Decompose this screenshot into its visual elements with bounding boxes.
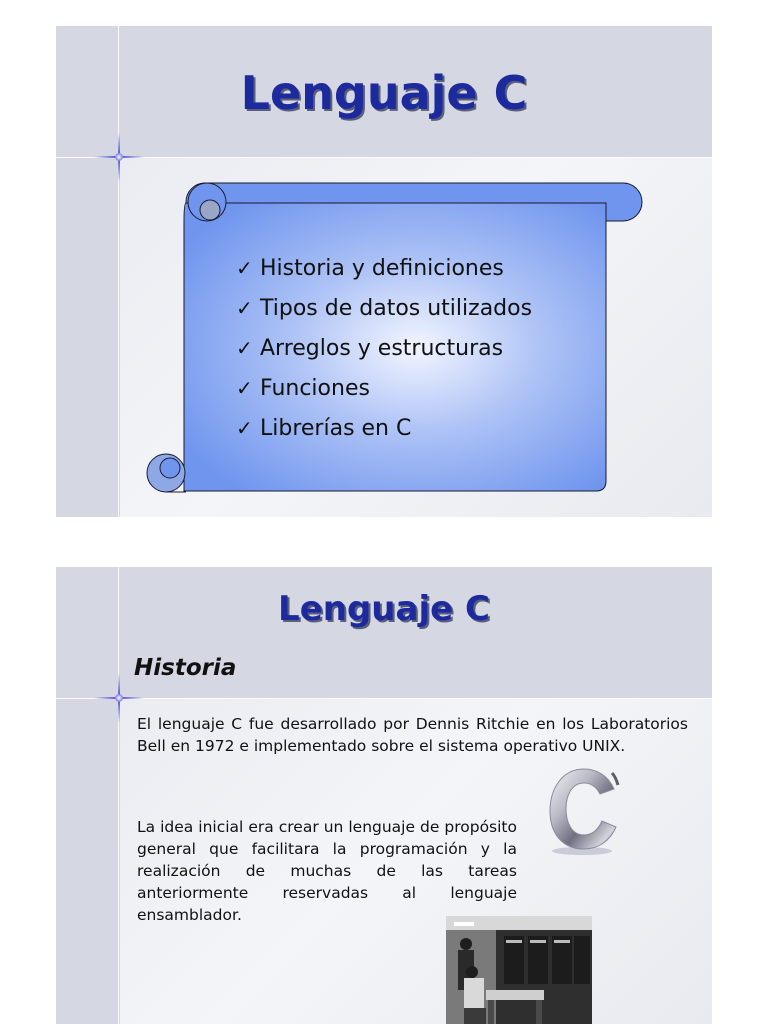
list-item [236, 288, 532, 328]
paragraph: La idea inicial era crear un lenguaje de propósito general que facilitara la programación y la realización de muchas de las tareas anteriormente reservadas al lenguaje ensamblador. [137, 818, 517, 924]
topic-label: Historia y definiciones [260, 255, 504, 281]
horizontal-guide-line [56, 157, 712, 158]
topic-label: Librerías en C [260, 415, 412, 441]
checkmark-icon: ✓ [236, 296, 253, 320]
list-item [236, 328, 532, 368]
sparkle-icon [94, 132, 144, 182]
checkmark-icon: ✓ [236, 416, 253, 440]
checkmark-icon: ✓ [236, 376, 253, 400]
list-item [236, 408, 532, 448]
topic-label: Funciones [260, 375, 370, 401]
slide-title: Lenguaje C [278, 589, 490, 629]
c-logo-icon [540, 763, 630, 859]
list-item [236, 368, 532, 408]
vertical-guide-line [118, 567, 119, 1024]
slide-2 [56, 567, 712, 1024]
checkmark-icon: ✓ [236, 256, 253, 280]
topic-list [236, 248, 532, 448]
topic-label: Tipos de datos utilizados [260, 295, 533, 321]
historic-computer-photo [446, 916, 592, 1024]
checkmark-icon: ✓ [236, 336, 253, 360]
list-item [236, 248, 532, 288]
left-band [56, 158, 120, 517]
topic-label: Arreglos y estructuras [260, 335, 504, 361]
left-band [56, 699, 120, 1024]
slide-title: Lenguaje C [240, 66, 528, 120]
slide-1 [56, 26, 712, 517]
horizontal-guide-line [56, 698, 712, 699]
section-heading: Historia [134, 655, 237, 681]
paragraph: El lenguaje C fue desarrollado por Dennis Ritchie en los Laboratorios Bell en 1972 e implementado sobre el sistema operativo UNIX. [137, 715, 688, 755]
